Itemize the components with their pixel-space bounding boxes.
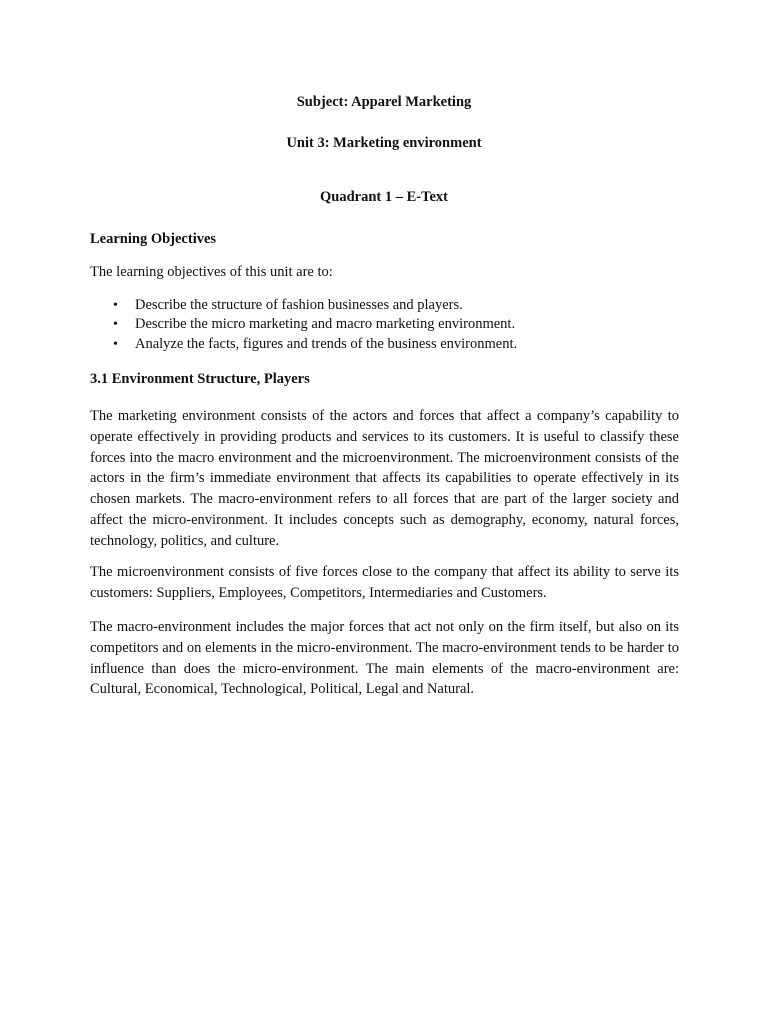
paragraph-microenvironment: The microenvironment consists of five forces close to the company that affect its ability to serve its customers: Suppliers, Employees, Competitors, Intermediaries and Customers.: [90, 564, 679, 601]
bullet-icon: •: [113, 317, 118, 333]
section-heading: 3.1 Environment Structure, Players: [90, 371, 310, 387]
objectives-intro: The learning objectives of this unit are to:: [90, 264, 333, 280]
quadrant-heading: Quadrant 1 – E-Text: [320, 189, 448, 205]
list-item: [90, 335, 650, 354]
unit-heading: Unit 3: Marketing environment: [286, 135, 482, 151]
objective-text: Describe the micro marketing and macro marketing environment.: [135, 316, 516, 333]
bullet-icon: •: [113, 298, 118, 313]
subject-heading: Subject: Apparel Marketing: [296, 94, 472, 110]
learning-objectives-heading: Learning Objectives: [90, 231, 217, 247]
bullet-icon: •: [113, 336, 118, 352]
objective-text: Analyze the facts, figures and trends of the business environment.: [135, 335, 518, 352]
objective-text: Describe the structure of fashion businesses and players.: [135, 297, 463, 313]
paragraph-macroenvironment: The macro-environment includes the major forces that act not only on the firm itself, but also on its competitors and on elements in the micro-environment. The macro-environment tends to be harder to influence than does the micro-environment. The main elements of the macro-environment are: Cultural, Economical, Technological, Political, Legal and Natural.: [90, 619, 679, 698]
list-item: [90, 315, 650, 334]
objectives-list: [90, 296, 650, 354]
paragraph-environment-intro: The marketing environment consists of the actors and forces that affect a company’s capability to operate effectively in providing products and services to its customers. It is useful to classify these forces into the macro environment and the microenvironment. The microenvironment consists of the actors in the firm’s immediate environment that affects its capabilities to operate effectively in its chosen markets. The macro-environment refers to all forces that are part of the larger society and affect the micro-environment. It includes concepts such as demography, economy, natural forces, technology, politics, and culture.: [90, 408, 679, 549]
list-item: [90, 296, 650, 315]
